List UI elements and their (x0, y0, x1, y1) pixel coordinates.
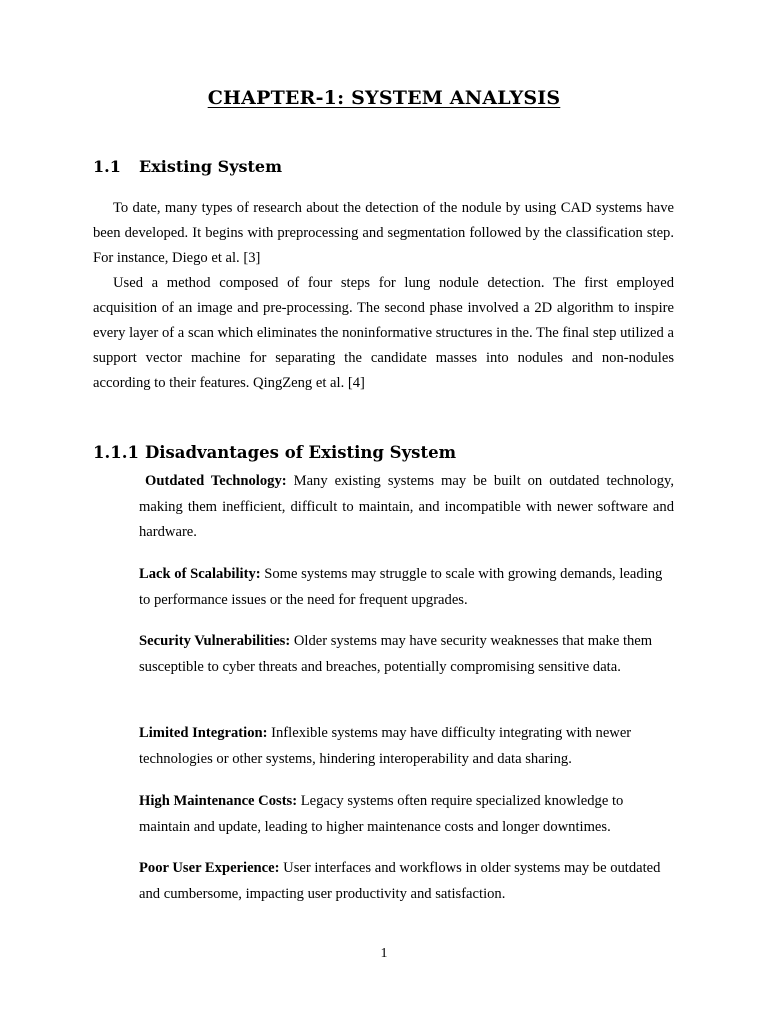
disadvantage-term: Poor User Experience: (139, 860, 280, 876)
section-title: Existing System (139, 157, 283, 176)
disadvantage-term: Outdated Technology: (145, 473, 287, 489)
paragraph: To date, many types of research about the detection of the nodule by using CAD systems have been developed. It begins with preprocessing and segmentation followed by the classification step. For instance, Diego et al. [3] (93, 200, 674, 266)
disadvantage-item (139, 721, 674, 772)
disadvantage-text: Legacy systems often require specialized knowledge to maintain and update, leading to higher maintenance costs and longer downtimes. (139, 793, 624, 835)
disadvantage-item (139, 629, 674, 680)
disadvantage-item (139, 562, 674, 613)
section-number: 1.1 (93, 157, 121, 176)
disadvantage-term: Lack of Scalability: (139, 566, 261, 582)
disadvantage-text: Many existing systems may be built on outdated technology, making them inefficient, difficult to maintain, and incompatible with newer software and hardware. (139, 473, 674, 540)
disadvantage-term: Limited Integration: (139, 725, 268, 741)
disadvantage-text: Older systems may have security weaknesses that make them susceptible to cyber threats and breaches, potentially compromising sensitive data. (139, 633, 653, 675)
section-heading-disadvantages (93, 443, 456, 462)
page-number: 1 (380, 946, 388, 961)
disadvantage-item (139, 469, 674, 546)
disadvantage-item (139, 856, 674, 907)
disadvantage-term: Security Vulnerabilities: (139, 633, 291, 649)
paragraph: Used a method composed of four steps for lung nodule detection. The first employed acquisition of an image and pre-processing. The second phase involved a 2D algorithm to inspire every layer of a scan which eliminates the noninformative structures in the. The final step utilized a support vector machine for separating the candidate masses into nodules and non-nodules according to their features. QingZeng et al. [4] (93, 275, 674, 391)
section-heading-existing-system (93, 157, 282, 176)
disadvantage-text: User interfaces and workflows in older systems may be outdated and cumbersome, impacting user productivity and satisfaction. (139, 860, 661, 902)
section-number: 1.1.1 (93, 443, 139, 462)
disadvantage-text: Some systems may struggle to scale with growing demands, leading to performance issues or the need for frequent upgrades. (139, 566, 663, 608)
chapter-title: CHAPTER-1: SYSTEM ANALYSIS (207, 87, 561, 109)
disadvantage-term: High Maintenance Costs: (139, 793, 298, 809)
disadvantage-item (139, 789, 674, 840)
section-title: Disadvantages of Existing System (144, 443, 457, 462)
disadvantage-text: Inflexible systems may have difficulty integrating with newer technologies or other systems, hindering interoperability and data sharing. (139, 725, 632, 767)
